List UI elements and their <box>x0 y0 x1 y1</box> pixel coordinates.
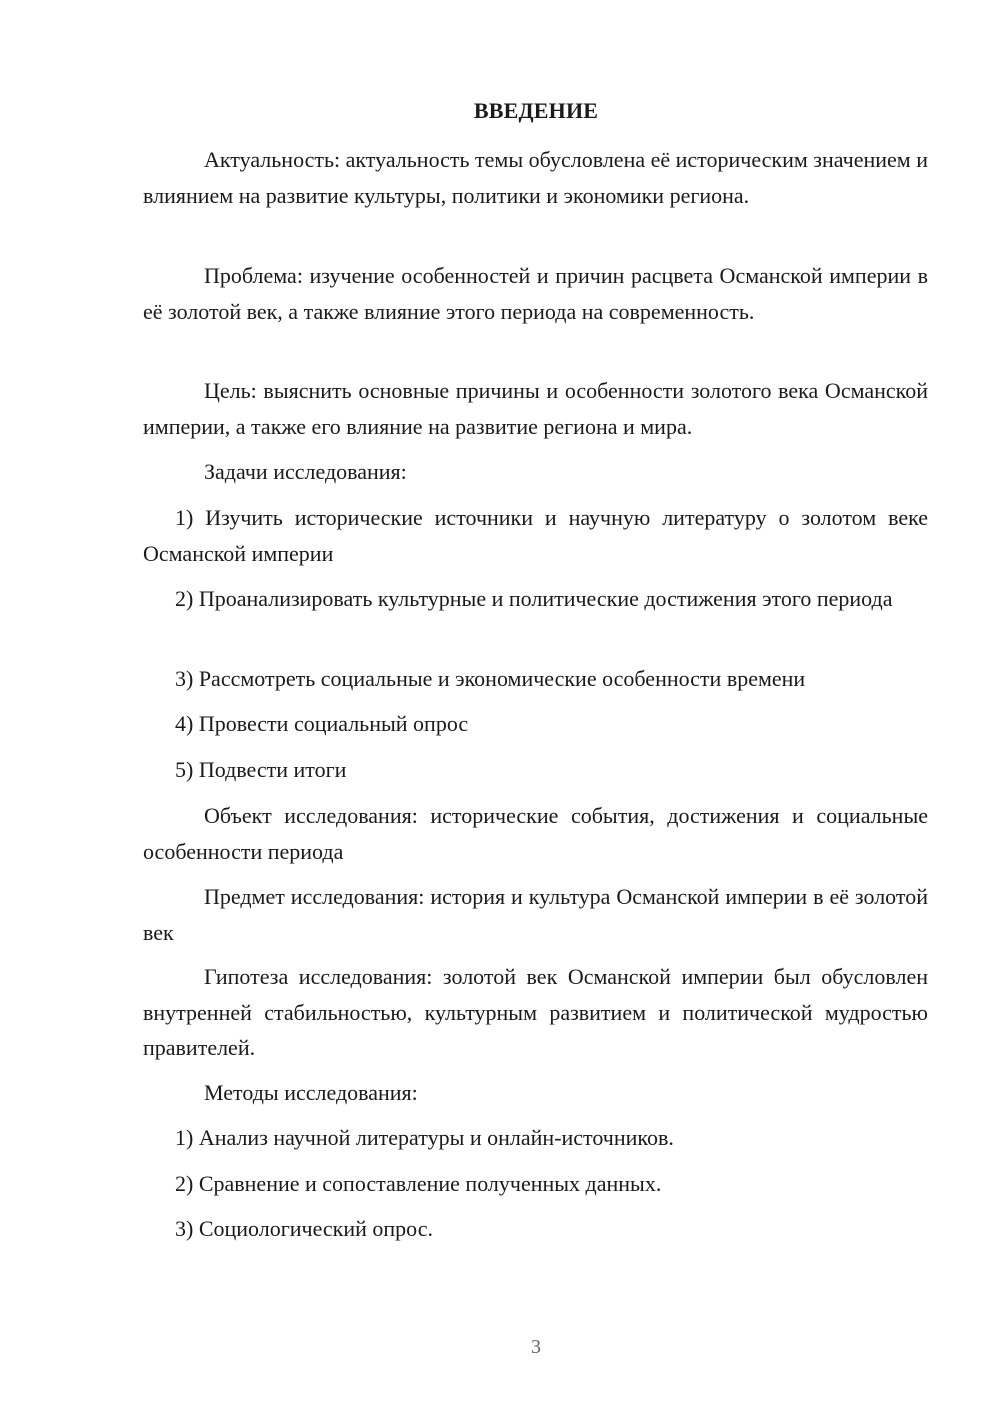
paragraph-subject: Предмет исследования: история и культура Османской империи в её золотой век <box>143 884 928 945</box>
task-item-2: 2) Проанализировать культурные и политические достижения этого периода <box>175 586 893 611</box>
method-item-1: 1) Анализ научной литературы и онлайн-источников. <box>175 1125 674 1150</box>
task-item-1: 1) Изучить исторические источники и научную литературу о золотом веке Османской империи <box>143 505 928 566</box>
task-item-4: 4) Провести социальный опрос <box>175 711 469 736</box>
paragraph-hypothesis: Гипотеза исследования: золотой век Османской империи был обусловлен внутренней стабильностью, культурным развитием и политической мудростью правителей. <box>143 964 928 1060</box>
paragraph-problem: Проблема: изучение особенностей и причин расцвета Османской империи в её золотой век, а также влияние этого периода на современность. <box>143 263 928 324</box>
task-item-5: 5) Подвести итоги <box>175 757 347 782</box>
method-item-2: 2) Сравнение и сопоставление полученных данных. <box>175 1171 662 1196</box>
paragraph-object: Объект исследования: исторические события, достижения и социальные особенности периода <box>143 803 928 864</box>
paragraph-tasks-heading: Задачи исследования: <box>204 459 407 484</box>
section-title: ВВЕДЕНИЕ <box>473 98 599 123</box>
paragraph-relevance: Актуальность: актуальность темы обусловлена её историческим значением и влиянием на развитие культуры, политики и экономики региона. <box>143 147 928 208</box>
paragraph-methods-heading: Методы исследования: <box>204 1080 418 1105</box>
method-item-3: 3) Социологический опрос. <box>175 1216 433 1241</box>
page-number: 3 <box>531 1336 541 1358</box>
task-item-3: 3) Рассмотреть социальные и экономические особенности времени <box>175 666 806 691</box>
paragraph-goal: Цель: выяснить основные причины и особенности золотого века Османской империи, а также его влияние на развитие региона и мира. <box>143 378 928 439</box>
